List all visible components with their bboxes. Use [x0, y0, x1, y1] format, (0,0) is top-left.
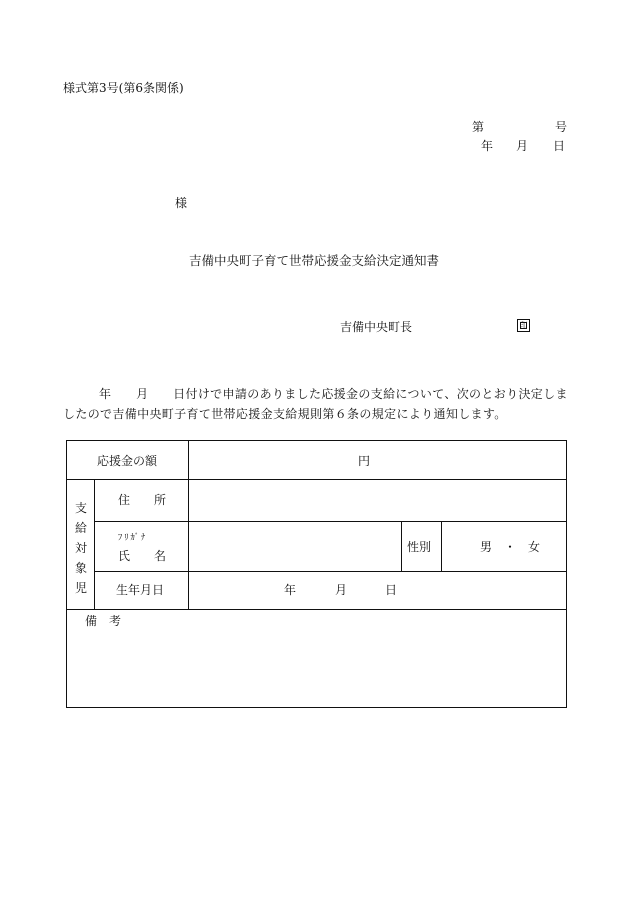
eligible-child-section-label: 支 給 対 象 児: [74, 501, 87, 595]
seal-icon: [517, 319, 530, 332]
gender-options[interactable]: 男 ・ 女: [480, 540, 541, 554]
document-number-suffix: 号: [555, 120, 568, 134]
birth-month-unit: 月: [335, 583, 348, 597]
address-label: 住 所: [118, 493, 167, 507]
seal-char: 印: [519, 321, 528, 330]
birth-day-unit: 日: [385, 583, 398, 597]
document-title: 吉備中央町子育て世帯応援金支給決定通知書: [189, 253, 440, 268]
amount-label: 応援金の額: [97, 454, 158, 468]
remarks-label: 備 考: [85, 614, 122, 628]
issue-date-day: 日: [553, 139, 566, 153]
name-label: 氏 名: [118, 549, 167, 563]
notice-body: [63, 384, 573, 424]
amount-unit: 円: [358, 454, 371, 468]
birth-date-label: 生年月日: [116, 583, 165, 597]
address-field[interactable]: [189, 480, 566, 521]
form-number-label: 様式第3号(第6条関係): [63, 81, 184, 95]
name-field[interactable]: [189, 522, 401, 571]
issue-date-year: 年: [481, 139, 494, 153]
addressee-honorific: 様: [175, 196, 188, 210]
body-text: 日付けで申請のありました応援金の支給について、次のとおり決定しましたので吉備中央町子育て世帯応援金支給規則第６条の規定により通知します。: [63, 387, 568, 421]
issue-date-month: 月: [516, 139, 529, 153]
birth-year-unit: 年: [284, 583, 297, 597]
sender-name: 吉備中央町長: [340, 320, 413, 334]
body-year: 年: [99, 387, 112, 401]
furigana-label: ﾌﾘｶﾞﾅ: [118, 533, 148, 543]
body-month: 月: [136, 387, 149, 401]
gender-label: 性別: [407, 540, 432, 554]
remarks-field[interactable]: [67, 631, 566, 707]
grant-details-table: [66, 440, 567, 708]
document-number-prefix: 第: [472, 120, 485, 134]
